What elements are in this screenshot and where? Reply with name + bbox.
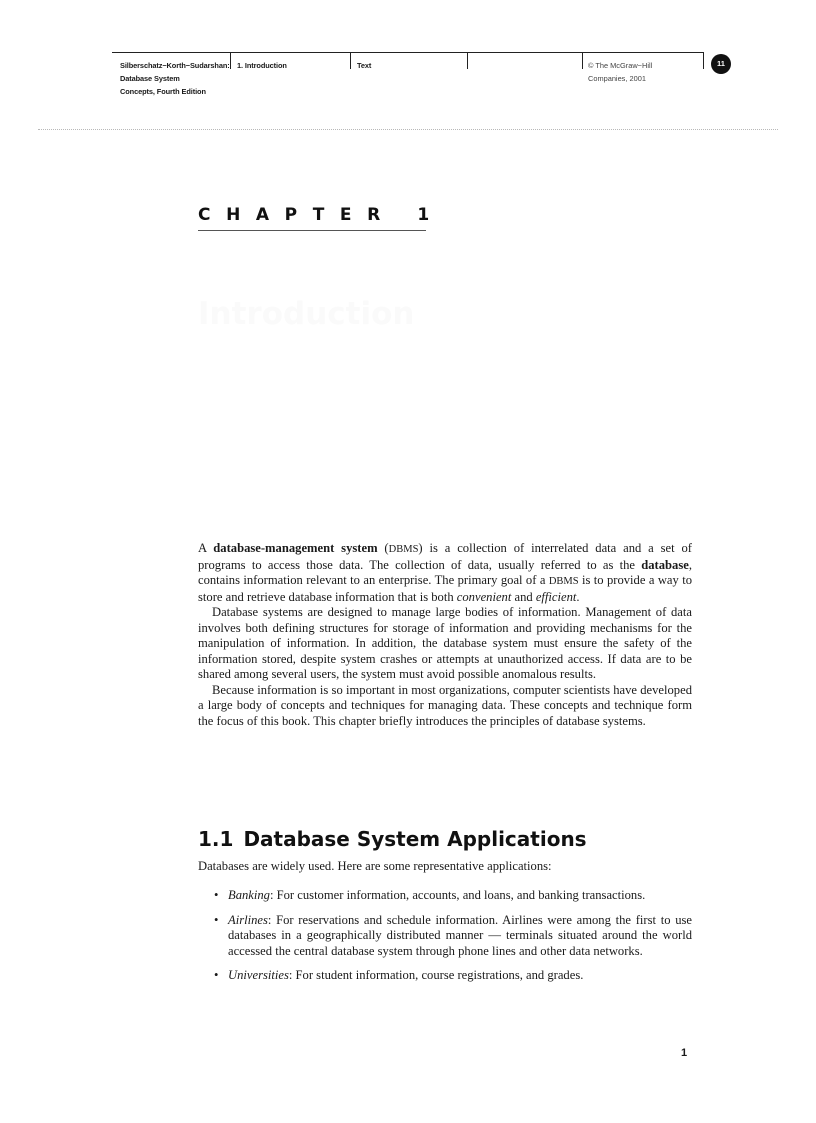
section-title: Database System Applications bbox=[243, 827, 587, 851]
bullet-icon: • bbox=[214, 912, 219, 927]
paragraph bbox=[198, 541, 692, 605]
header-rule bbox=[350, 52, 467, 53]
list-item bbox=[214, 913, 692, 960]
paragraph: Database systems are designed to manage large bodies of information. Management of data involves both defining structures for storage of information and providing mechanisms for the manipulation of information. In addition, the database system must ensure the safety of the information stored, despite system crashes or attempts at unauthorized access. If data are to be shared among several users, the system must avoid possible anomalous results. bbox=[198, 605, 692, 681]
text-run: ( bbox=[377, 541, 389, 555]
term-definition: database-management system bbox=[213, 541, 378, 555]
emphasis: convenient bbox=[456, 589, 512, 604]
header-part-label: 1. Introduction bbox=[237, 61, 287, 70]
chapter-rule bbox=[198, 230, 426, 231]
text-run: A bbox=[198, 541, 214, 555]
header-type-label: Text bbox=[357, 61, 372, 70]
header-authors-line: Database System bbox=[120, 74, 180, 83]
list-item bbox=[214, 968, 692, 984]
list-item-text: : For student information, course registrations, and grades. bbox=[288, 968, 584, 982]
abbreviation: DBMS bbox=[388, 544, 419, 555]
list-item-term: Banking bbox=[228, 888, 270, 902]
text-run: and bbox=[511, 589, 536, 604]
list-item-text: : For reservations and schedule information. Airlines were among the first to use databases in a geographically distributed manner — terminals situated around the world accessed the central database system through phone lines and other data networks. bbox=[228, 912, 692, 958]
header-authors-line: Silberschatz−Korth−Sudarshan: bbox=[120, 61, 230, 70]
bullet-icon: • bbox=[214, 968, 219, 982]
list-item bbox=[214, 888, 692, 904]
section-number: 1.1 bbox=[198, 827, 234, 851]
header-rule bbox=[467, 52, 582, 53]
body-text bbox=[198, 541, 692, 729]
list-item-text: : For customer information, accounts, and loans, and banking transactions. bbox=[269, 888, 646, 902]
header-publisher-line: Companies, 2001 bbox=[588, 74, 646, 83]
header-rule bbox=[230, 52, 350, 53]
term-definition: database bbox=[641, 557, 689, 572]
paragraph: Because information is so important in most organizations, computer scientists have developed a large body of concepts and techniques for managing data. These concepts and technique form the focus of this book. This chapter briefly introduces the principles of database systems. bbox=[198, 682, 692, 728]
header-divider bbox=[467, 52, 468, 69]
chapter-title: Introduction bbox=[198, 296, 415, 332]
section-heading bbox=[198, 827, 587, 851]
text-run: is to provide a way to store and retrieve database information that is both bbox=[198, 573, 692, 604]
header-divider bbox=[350, 52, 351, 69]
header-type bbox=[357, 59, 371, 109]
chapter-label: CHAPTER 1 bbox=[198, 205, 445, 225]
abbreviation: DBMS bbox=[548, 576, 579, 587]
bullet-icon: • bbox=[214, 888, 219, 902]
list-item-term: Universities bbox=[228, 968, 289, 982]
applications-list bbox=[214, 888, 692, 993]
header-divider bbox=[703, 52, 704, 69]
text-run: . bbox=[576, 589, 580, 604]
header-divider bbox=[230, 52, 231, 69]
header-publisher-line: © The McGraw−Hill bbox=[588, 61, 653, 70]
page-number: 1 bbox=[681, 1047, 688, 1059]
header-rule bbox=[582, 52, 703, 53]
emphasis: efficient bbox=[535, 589, 577, 604]
text-run: , contains information relevant to an enterprise. The primary goal of a bbox=[198, 557, 692, 587]
header-authors-line: Concepts, Fourth Edition bbox=[120, 87, 206, 96]
header-authors bbox=[120, 59, 230, 109]
page-separator bbox=[38, 129, 778, 130]
section-intro: Databases are widely used. Here are some representative applications: bbox=[198, 859, 552, 873]
header-part bbox=[237, 59, 287, 109]
header-rule bbox=[112, 52, 230, 53]
header-divider bbox=[582, 52, 583, 69]
page-number-badge: 11 bbox=[711, 54, 731, 74]
text-run: ) is a collection of interrelated data and a set of programs to access those data. The collection of data, usually referred to as the bbox=[198, 541, 692, 572]
running-header bbox=[0, 52, 816, 102]
header-publisher bbox=[588, 59, 652, 109]
list-item-term: Airlines bbox=[228, 912, 268, 927]
